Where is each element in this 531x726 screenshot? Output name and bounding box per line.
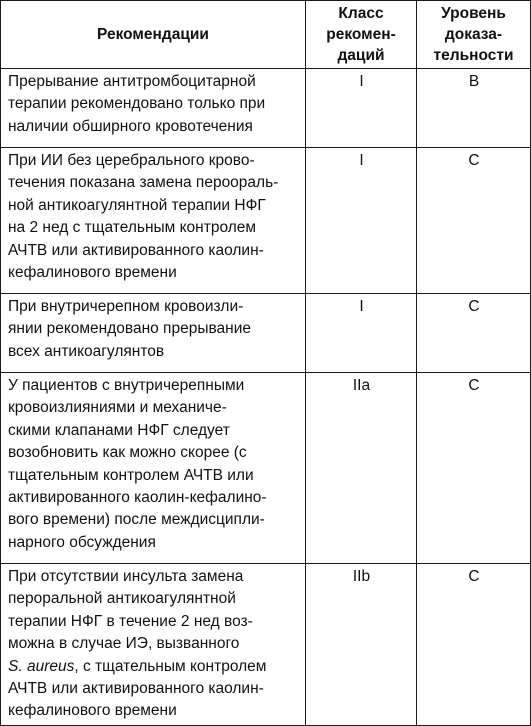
recommendation-line: кровоизлияниями и механиче- — [8, 399, 227, 417]
recommendation-line: терапии рекомендовано только при — [8, 95, 266, 113]
recommendation-line: вого времени) после междисципли- — [8, 511, 265, 529]
recommendation-line: на 2 нед с тщательным контролем — [8, 219, 257, 237]
recommendation-class-cell: IIa — [306, 373, 417, 564]
evidence-level-cell: C — [417, 148, 531, 294]
recommendation-line: кефалинового времени — [8, 264, 177, 282]
recommendation-line: Прерывание антитромбоцитарной — [8, 73, 256, 90]
recommendation-class-cell: I — [306, 69, 417, 148]
evidence-level-cell: C — [417, 564, 531, 726]
header-recommendation-class — [306, 1, 417, 69]
table-row — [1, 564, 531, 726]
recommendation-line: пероральной антикоагулянтной — [8, 590, 236, 608]
recommendation-line: S. aureus, с тщательным контролем — [8, 657, 267, 675]
recommendation-line: При отсутствии инсульта замена — [8, 568, 244, 585]
header-class-line: даций — [337, 47, 385, 64]
evidence-level-cell: B — [417, 69, 531, 148]
recommendation-line: кефалинового времени — [8, 702, 177, 720]
table-header-row — [1, 1, 531, 69]
header-level-line: доказа- — [444, 26, 503, 43]
header-evidence-level — [417, 1, 531, 69]
header-recommendations — [1, 1, 306, 69]
recommendation-text-cell — [1, 148, 306, 294]
recommendation-line: возобновить как можно скорее (с — [8, 444, 247, 462]
recommendation-class-cell: I — [306, 148, 417, 294]
recommendation-line: можна в случае ИЭ, вызванного — [8, 635, 240, 653]
recommendation-line: течения показана замена пероораль- — [8, 174, 279, 192]
recommendation-line: При внутричерепном кровоизли- — [8, 298, 244, 315]
recommendation-line: наличии обширного кровотечения — [8, 117, 253, 135]
recommendation-text-cell — [1, 373, 306, 564]
recommendation-text-cell — [1, 294, 306, 373]
recommendation-class-cell: IIb — [306, 564, 417, 726]
header-recommendations-label: Рекомендации — [97, 26, 209, 43]
header-class-line: Класс — [338, 5, 384, 22]
recommendation-text-cell — [1, 564, 306, 726]
recommendation-line: всех антикоагулянтов — [8, 342, 165, 360]
table-row — [1, 69, 531, 148]
header-level-line: Уровень — [441, 5, 506, 22]
header-class-line: рекомен- — [326, 26, 396, 43]
recommendation-line: АЧТВ или активированного каолин- — [8, 241, 264, 259]
table-row — [1, 148, 531, 294]
recommendation-line: скими клапанами НФГ следует — [8, 421, 230, 439]
recommendation-class-cell: I — [306, 294, 417, 373]
recommendation-line: При ИИ без церебрального крово- — [8, 152, 255, 169]
recommendation-line: нарного обсуждения — [8, 533, 156, 551]
recommendation-line: терапии НФГ в течение 2 нед воз- — [8, 612, 253, 630]
evidence-level-cell: C — [417, 294, 531, 373]
recommendation-text-cell — [1, 69, 306, 148]
recommendation-line: янии рекомендовано прерывание — [8, 320, 251, 338]
table-row — [1, 294, 531, 373]
recommendation-line: активированного каолин-кефалино- — [8, 489, 267, 507]
recommendation-line: У пациентов с внутричерепными — [8, 377, 245, 394]
recommendation-line: АЧТВ или активированного каолин- — [8, 680, 264, 698]
header-level-line: тельности — [433, 47, 514, 64]
recommendation-line: тщательным контролем АЧТВ или — [8, 466, 254, 484]
recommendation-line: ной антикоагулянтной терапии НФГ — [8, 196, 266, 214]
evidence-level-cell: C — [417, 373, 531, 564]
table-row — [1, 373, 531, 564]
